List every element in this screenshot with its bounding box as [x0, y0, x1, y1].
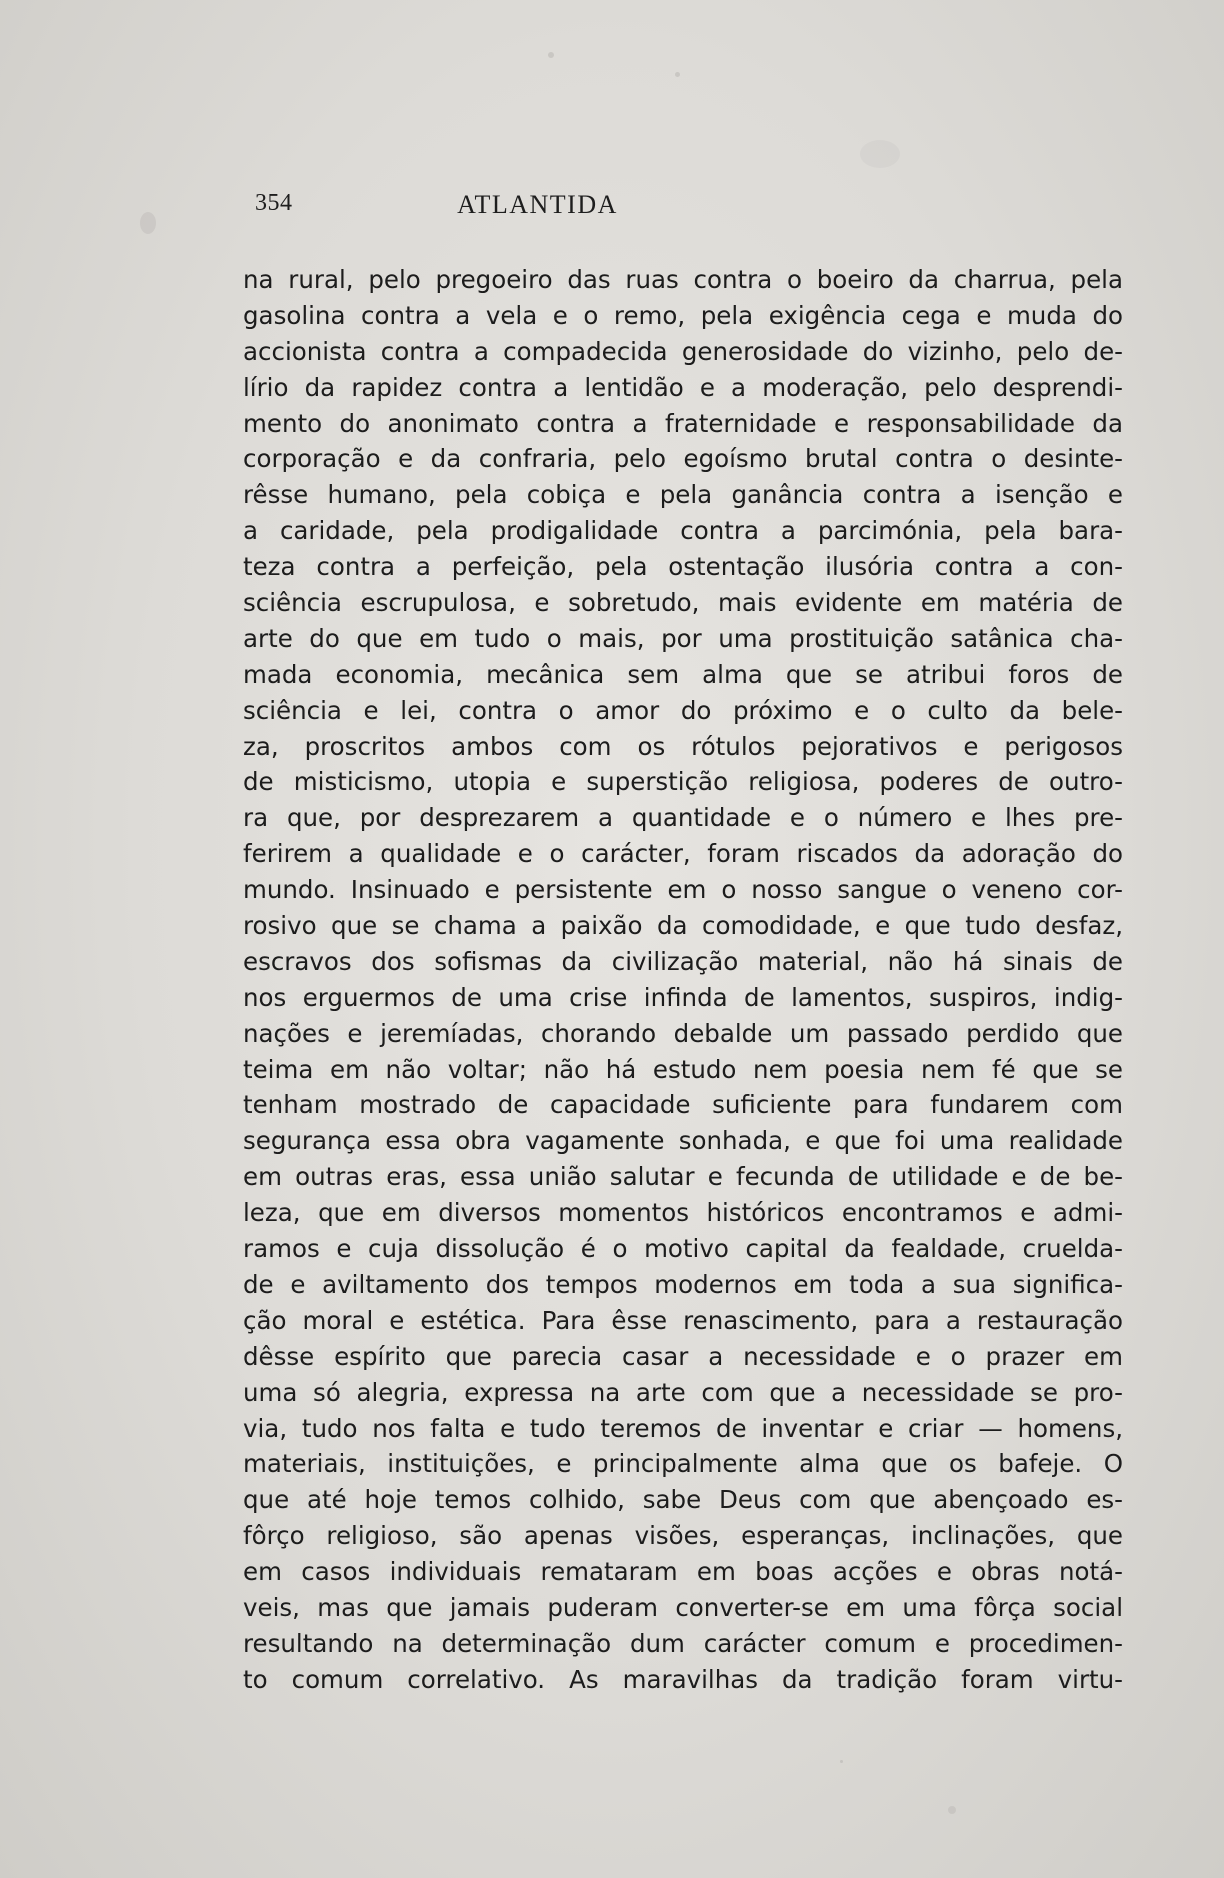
text-line: za, proscritos ambos com os rótulos pejorativos e perigosos: [243, 731, 1123, 761]
text-line: gasolina contra a vela e o remo, pela exigência cega e muda do: [243, 300, 1123, 330]
text-line: veis, mas que jamais puderam converter-se em uma fôrça social: [243, 1592, 1123, 1622]
text-line: dêsse espírito que parecia casar a necessidade e o prazer em: [243, 1341, 1123, 1371]
text-line: accionista contra a compadecida generosidade do vizinho, pelo de-: [243, 336, 1123, 366]
text-line: mento do anonimato contra a fraternidade e responsabilidade da: [243, 408, 1123, 438]
text-line: ra que, por desprezarem a quantidade e o número e lhes pre-: [243, 803, 1123, 833]
paper-speck: [840, 1760, 843, 1763]
text-line: a caridade, pela prodigalidade contra a parcimónia, pela bara-: [243, 516, 1123, 546]
paper-speck: [675, 72, 680, 77]
paper-speck: [548, 52, 554, 58]
text-line: nos erguermos de uma crise infinda de lamentos, suspiros, indig-: [243, 982, 1123, 1012]
text-line: teza contra a perfeição, pela ostentação ilusória contra a con-: [243, 552, 1123, 582]
text-line: rêsse humano, pela cobiça e pela ganância contra a isenção e: [243, 480, 1123, 510]
text-line: sciência e lei, contra o amor do próximo e o culto da bele-: [243, 695, 1123, 725]
text-line: via, tudo nos falta e tudo teremos de inventar e criar — homens,: [243, 1413, 1123, 1443]
text-line: na rural, pelo pregoeiro das ruas contra o boeiro da charrua, pela: [243, 265, 1123, 294]
text-line: materiais, instituições, e principalmente alma que os bafeje. O: [243, 1449, 1123, 1479]
page-number: 354: [255, 190, 293, 216]
text-line: de e aviltamento dos tempos modernos em toda a sua significa-: [243, 1269, 1123, 1299]
text-line: em casos individuais remataram em boas acções e obras notá-: [243, 1557, 1123, 1587]
text-line: leza, que em diversos momentos históricos encontramos e admi-: [243, 1198, 1123, 1228]
running-title: ATLANTIDA: [457, 190, 618, 219]
text-line: arte do que em tudo o mais, por uma prostituição satânica cha-: [243, 623, 1123, 653]
text-line: em outras eras, essa união salutar e fecunda de utilidade e de be-: [243, 1162, 1123, 1192]
text-line: teima em não voltar; não há estudo nem poesia nem fé que se: [243, 1054, 1123, 1084]
paper-speck: [140, 212, 156, 234]
text-line: de misticismo, utopia e superstição religiosa, poderes de outro-: [243, 767, 1123, 797]
text-line: resultando na determinação dum carácter comum e procedimen-: [243, 1628, 1123, 1658]
paper-speck: [948, 1806, 956, 1814]
page-header: [255, 190, 820, 230]
text-line: sciência escrupulosa, e sobretudo, mais evidente em matéria de: [243, 588, 1123, 618]
text-line: fôrço religioso, são apenas visões, esperanças, inclinações, que: [243, 1521, 1123, 1551]
text-line: tenham mostrado de capacidade suficiente para fundarem com: [243, 1090, 1123, 1120]
text-line: lírio da rapidez contra a lentidão e a moderação, pelo desprendi-: [243, 372, 1123, 402]
text-line: to comum correlativo. As maravilhas da tradição foram virtu-: [243, 1664, 1123, 1694]
body-text: [243, 262, 1123, 1698]
text-line: ferirem a qualidade e o carácter, foram riscados da adoração do: [243, 839, 1123, 869]
text-line: que até hoje temos colhido, sabe Deus com que abençoado es-: [243, 1485, 1123, 1515]
text-line: rosivo que se chama a paixão da comodidade, e que tudo desfaz,: [243, 911, 1123, 941]
text-line: uma só alegria, expressa na arte com que a necessidade se pro-: [243, 1377, 1123, 1407]
text-line: nações e jeremíadas, chorando debalde um passado perdido que: [243, 1018, 1123, 1048]
text-line: ção moral e estética. Para êsse renascimento, para a restauração: [243, 1305, 1123, 1335]
text-line: corporação e da confraria, pelo egoísmo brutal contra o desinte-: [243, 444, 1123, 474]
paper-speck: [860, 140, 900, 168]
text-line: ramos e cuja dissolução é o motivo capital da fealdade, crueldа-: [243, 1234, 1123, 1264]
text-line: segurança essa obra vagamente sonhada, e que foi uma realidade: [243, 1126, 1123, 1156]
text-line: mada economia, mecânica sem alma que se atribui foros de: [243, 659, 1123, 689]
text-line: escravos dos sofismas da civilização material, não há sinais de: [243, 946, 1123, 976]
text-line: mundo. Insinuado e persistente em o nosso sangue o veneno cor-: [243, 875, 1123, 905]
